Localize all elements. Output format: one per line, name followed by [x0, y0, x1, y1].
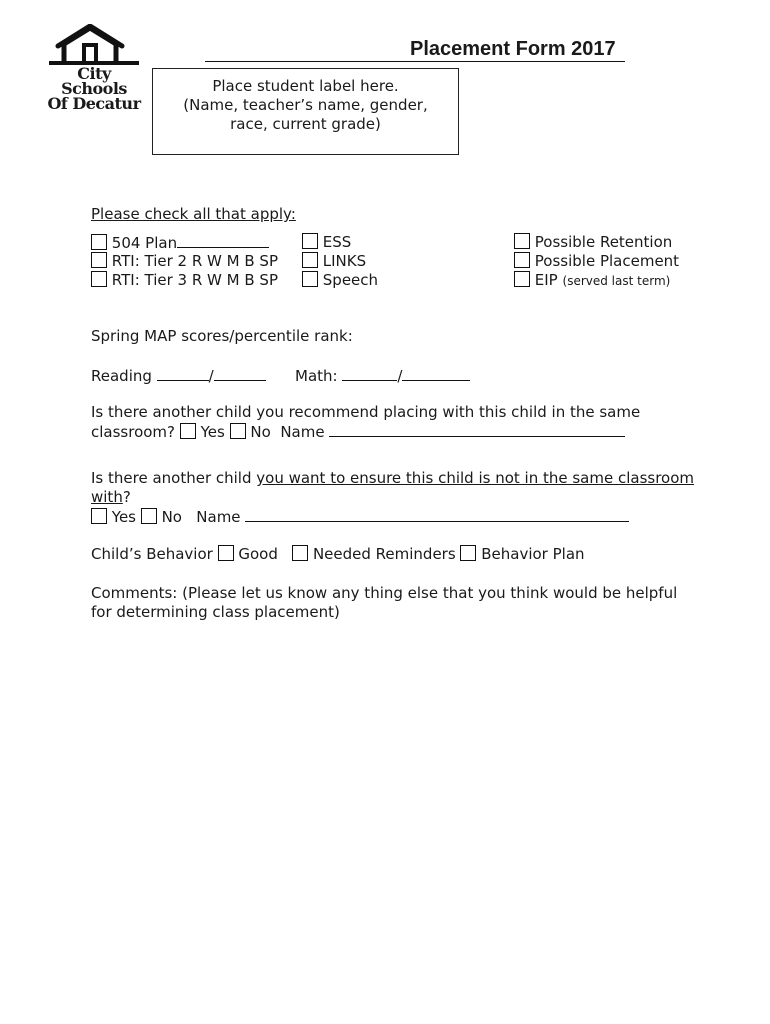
check-ess: [302, 233, 351, 252]
behavior-reminders-label: Needed Reminders: [312, 545, 456, 563]
label-box-line-3: race, current grade): [230, 115, 381, 133]
check-speech: [302, 271, 378, 290]
behavior-plan-checkbox[interactable]: [460, 545, 476, 561]
checkbox-rti-tier2[interactable]: [91, 252, 107, 268]
q2-with: with: [91, 488, 123, 506]
checkbox-ess[interactable]: [302, 233, 318, 249]
q1-no-checkbox[interactable]: [230, 423, 246, 439]
logo-line-2: Of Decatur: [47, 94, 141, 113]
checkbox-links[interactable]: [302, 252, 318, 268]
comments-line-2: for determining class placement): [91, 603, 340, 621]
checkbox-rti-tier3[interactable]: [91, 271, 107, 287]
math-slash: /: [397, 367, 403, 385]
check-rti-tier3: [91, 271, 278, 290]
q1-classroom-label: classroom?: [91, 423, 176, 441]
q1-name-field[interactable]: [329, 422, 625, 437]
reading-percentile-field[interactable]: [214, 366, 266, 381]
q2-underlined: you want to ensure this child is not in the same classroom: [256, 469, 695, 487]
checkbox-eip[interactable]: [514, 271, 530, 287]
check-rti-tier2: [91, 252, 278, 271]
check-label: Possible Retention: [534, 233, 673, 251]
q1-name-label: Name: [280, 423, 325, 441]
check-eip: [514, 271, 670, 291]
q2-no-label: No: [161, 508, 182, 526]
map-math-row: [295, 366, 470, 386]
label-box-line-2: (Name, teacher’s name, gender,: [183, 96, 428, 114]
check-label: 504 Plan: [111, 234, 178, 252]
page-title: Placement Form 2017: [410, 38, 616, 60]
student-label-box[interactable]: [152, 68, 459, 155]
reading-label: Reading: [91, 367, 152, 385]
check-label: RTI: Tier 3 R W M B SP: [111, 271, 278, 289]
check-label: LINKS: [322, 252, 367, 270]
q2-answer-row: [91, 507, 629, 527]
q2-no-checkbox[interactable]: [141, 508, 157, 524]
checkbox-possible-placement[interactable]: [514, 252, 530, 268]
map-heading: Spring MAP scores/percentile rank:: [91, 327, 353, 345]
map-reading-row: [91, 366, 266, 386]
check-504-plan: [91, 233, 269, 253]
checkbox-speech[interactable]: [302, 271, 318, 287]
reading-score-field[interactable]: [157, 366, 209, 381]
check-possible-placement: [514, 252, 679, 271]
comments-area[interactable]: [91, 630, 681, 990]
behavior-good-label: Good: [238, 545, 278, 563]
q2-question-mark: ?: [122, 488, 131, 506]
logo-line-1: City Schools: [61, 64, 127, 98]
check-label: ESS: [322, 233, 352, 251]
check-label: Speech: [322, 271, 379, 289]
check-label: RTI: Tier 2 R W M B SP: [111, 252, 278, 270]
check-label: EIP: [534, 271, 558, 289]
reading-slash: /: [208, 367, 214, 385]
check-links: [302, 252, 366, 271]
math-label: Math:: [295, 367, 338, 385]
q1-line-2: [91, 422, 625, 442]
q1-yes-label: Yes: [200, 423, 225, 441]
q2-name-field[interactable]: [245, 507, 629, 522]
math-score-field[interactable]: [342, 366, 397, 381]
behavior-label: Child’s Behavior: [91, 545, 213, 563]
fill-line[interactable]: [177, 233, 269, 248]
behavior-good-checkbox[interactable]: [218, 545, 234, 561]
behavior-reminders-checkbox[interactable]: [292, 545, 308, 561]
math-percentile-field[interactable]: [402, 366, 470, 381]
checkbox-504-plan[interactable]: [91, 234, 107, 250]
behavior-plan-label: Behavior Plan: [481, 545, 585, 563]
title-rule: [205, 61, 625, 62]
q2-yes-checkbox[interactable]: [91, 508, 107, 524]
q1-yes-checkbox[interactable]: [180, 423, 196, 439]
q2-line-2: [91, 488, 131, 507]
check-label: Possible Placement: [534, 252, 680, 270]
checks-heading: Please check all that apply:: [91, 205, 296, 223]
comments-line-1: Comments: (Please let us know any thing else that you think would be helpful: [91, 584, 678, 602]
q2-yes-label: Yes: [111, 508, 136, 526]
schoolhouse-icon: [44, 24, 144, 66]
label-box-line-1: Place student label here.: [212, 77, 399, 95]
check-note: (served last term): [562, 274, 671, 288]
check-possible-retention: [514, 233, 672, 252]
q2-line-1: [91, 469, 694, 488]
behavior-row: [91, 545, 585, 564]
q1-line-1: Is there another child you recommend placing with this child in the same: [91, 403, 641, 421]
q2-prefix: Is there another child: [91, 469, 257, 487]
checkbox-possible-retention[interactable]: [514, 233, 530, 249]
q2-name-label: Name: [196, 508, 241, 526]
school-logo: [44, 24, 144, 113]
q1-no-label: No: [250, 423, 271, 441]
